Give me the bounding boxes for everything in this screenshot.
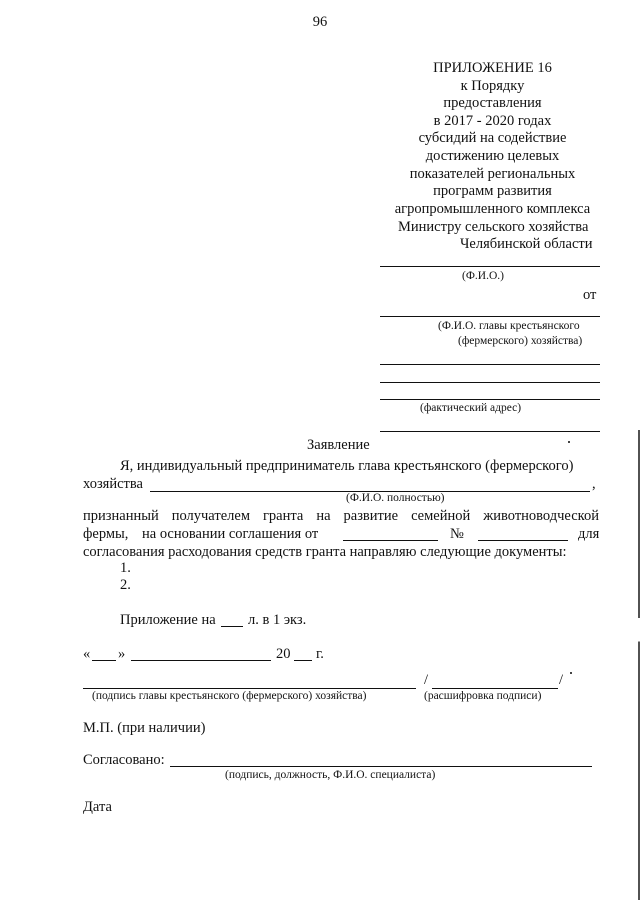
address-field-line-4 [380,431,600,432]
stamp-label: М.П. (при наличии) [83,720,206,736]
appendix-line: к Порядку [460,77,525,94]
statement-line-1: Я, индивидуальный предприниматель глава крестьянского (фермерского) [120,458,574,474]
agreement-number-field [478,540,568,541]
statement-line-3: признанный получателем гранта на развитие семейной животноводческой [83,508,599,524]
attachment-label: Приложение на [120,612,216,628]
address-field-line-1 [380,364,600,365]
appendix-line: программ развития [433,183,552,200]
head-caption-1: (Ф.И.О. главы крестьянского [438,320,580,332]
appendix-line: предоставления [443,95,542,112]
appendix-line: агропромышленного комплекса [394,200,591,217]
date-close-quote: » [118,646,126,662]
statement-line-2-end: , [592,476,596,492]
scan-speck [568,441,570,443]
head-caption-2: (фермерского) хозяйства) [458,335,583,347]
fio-full-caption: (Ф.И.О. полностью) [346,492,445,504]
list-item-1: 1. [120,560,131,576]
appendix-line: в 2017 - 2020 годах [433,112,552,129]
approval-caption: (подпись, должность, Ф.И.О. специалиста) [225,769,436,781]
date-label: Дата [83,799,112,815]
appendix-line: субсидий на содействие [418,130,567,147]
appendix-line: ПРИЛОЖЕНИЕ 16 [433,60,552,76]
list-item-2: 2. [120,577,131,593]
statement-line-4c: № [450,526,464,542]
appendix-line: показателей региональных [409,165,576,182]
from-label: от [583,287,597,303]
signature-decoding-field [432,688,558,689]
date-open-quote: « [83,646,91,662]
statement-line-4b: на основании соглашения от [142,526,319,542]
statement-line-4d: для [578,526,600,542]
address-field-line-3 [380,399,600,400]
signature-slash-left: / [424,672,429,688]
statement-line-4a: фермы, [83,526,129,542]
address-field-line-2 [380,382,600,383]
page-number: 96 [312,14,328,30]
year-suffix: г. [316,646,324,662]
approval-field [170,766,592,767]
approval-label: Согласовано: [83,752,165,768]
fio-field-line [380,266,600,267]
day-field [92,660,116,661]
year-field [294,660,312,661]
month-field [131,660,271,661]
attachment-suffix: л. в 1 экз. [248,612,307,628]
statement-line-2-start: хозяйства [83,476,143,492]
addressee-line-2: Челябинской области [460,236,593,252]
signature-caption: (подпись главы крестьянского (фермерского) хозяйства) [92,690,367,702]
signature-slash-right: / [559,672,564,688]
appendix-block [380,60,605,218]
head-field-line [380,316,600,317]
addressee-line-1: Министру сельского хозяйства [398,219,589,235]
agreement-date-field [343,540,438,541]
fio-caption: (Ф.И.О.) [462,270,504,282]
attachment-pages-field [221,626,243,627]
signature-field [83,688,416,689]
scan-speck [570,672,572,674]
appendix-line: достижению целевых [425,147,560,164]
decoding-caption: (расшифровка подписи) [424,690,542,702]
statement-title: Заявление [307,437,370,453]
year-prefix: 20 [276,646,291,662]
address-caption: (фактический адрес) [420,402,522,414]
statement-line-5: согласования расходования средств гранта направляю следующие документы: [83,544,567,560]
